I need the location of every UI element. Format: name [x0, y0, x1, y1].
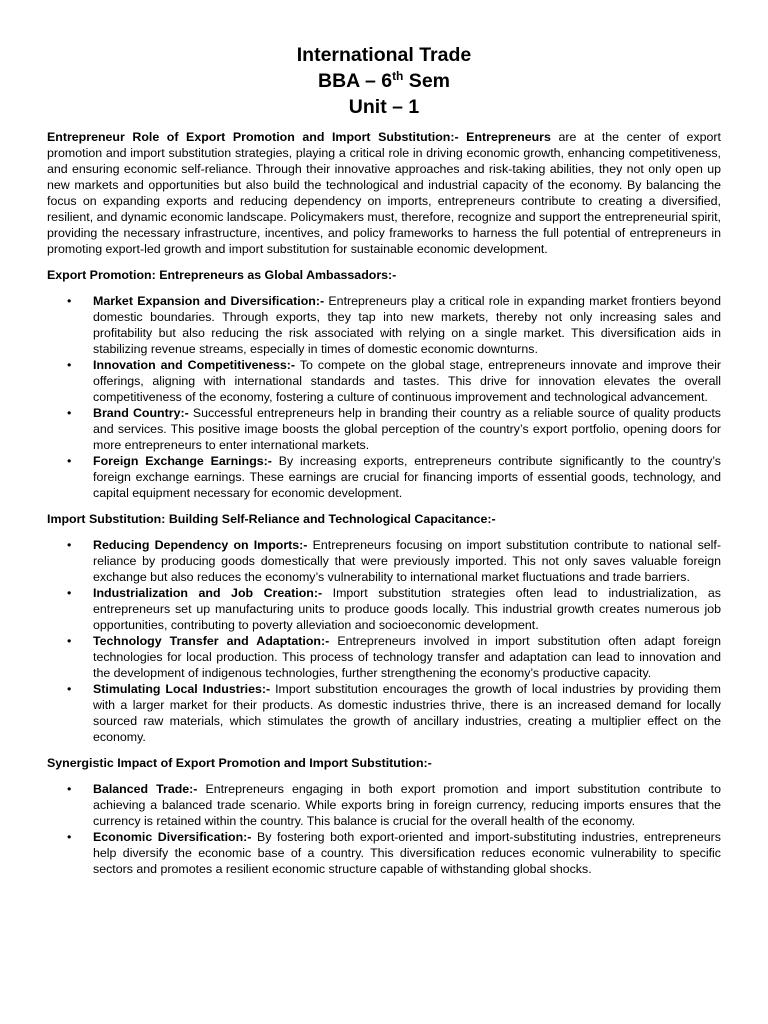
bullet-icon: •: [67, 682, 72, 696]
bullet-list: [47, 537, 721, 745]
item-text: By increasing exports, entrepreneurs contribute significantly to the country’s foreign exchange earnings. These earnings are crucial for financing imports of essential goods, technology, and capital equipment necessary for economic development.: [93, 454, 721, 500]
item-term: Market Expansion and Diversification:-: [93, 294, 325, 308]
item-term: Foreign Exchange Earnings:-: [93, 454, 272, 468]
document-title: [47, 42, 721, 120]
title-unit: Unit – 1: [348, 96, 420, 118]
item-text: Import substitution encourages the growth of local industries by providing them with a larger market for their products. As domestic industries thrive, there is an increased demand for locally sourced raw materials, which stimulates the growth of ancillary industries, creating a multiplier effect on the economy.: [93, 682, 722, 744]
intro-text: are at the center of export promotion and import substitution strategies, playing a critical role in driving economic growth, enhancing competitiveness, and ensuring economic self-reliance. Through their innovative approaches and risk-taking abilities, they not only open up new markets and opportunities but also build the technological and industrial capacity of the economy. By balancing the focus on expanding exports and reducing dependency on imports, entrepreneurs contribute to creating a diversified, resilient, and dynamic economic landscape. Policymakers must, therefore, recognize and support the entrepreneurial spirit, providing the necessary infrastructure, incentives, and policy frameworks to harness the full potential of entrepreneurs in promoting export-led growth and import substitution for sustainable economic development.: [47, 130, 721, 256]
item-text: By fostering both export-oriented and import-substituting industries, entrepreneurs help diversify the economic base of a country. This diversification reduces economic vulnerability to specific sectors and promotes a resilient economic structure capable of withstanding global shocks.: [93, 830, 721, 876]
bullet-list: [47, 293, 721, 501]
bullet-icon: •: [67, 406, 72, 420]
item-term: Reducing Dependency on Imports:-: [93, 538, 308, 552]
list-item: [47, 781, 721, 829]
item-term: Technology Transfer and Adaptation:-: [93, 634, 330, 648]
list-item: [47, 681, 721, 745]
item-text: Entrepreneurs engaging in both export promotion and import substitution contribute to achieving a balanced trade scenario. While exports bring in foreign currency, reducing imports ensures that the currency is retained within the country. This balance is crucial for the overall health of the economy.: [93, 782, 721, 828]
item-text: Entrepreneurs play a critical role in expanding market frontiers beyond domestic boundaries. Through exports, they tap into new markets, thereby not only increasing sales and profitability but also reducing the risk associated with relying on a single market. This diversification aids in stabilizing revenue streams, especially in times of domestic economic downturns.: [93, 294, 721, 356]
item-text: Import substitution strategies often lead to industrialization, as entrepreneurs set up manufacturing units to produce goods locally. This industrial growth creates numerous job opportunities, contributing to poverty alleviation and socioeconomic development.: [93, 586, 721, 632]
sections-container: [47, 267, 721, 877]
item-term: Brand Country:-: [93, 406, 189, 420]
bullet-list: [47, 781, 721, 877]
bullet-icon: •: [67, 454, 72, 468]
item-term: Economic Diversification:-: [93, 830, 252, 844]
item-term: Balanced Trade:-: [93, 782, 198, 796]
intro-paragraph: [47, 129, 721, 257]
item-term: Innovation and Competitiveness:-: [93, 358, 296, 372]
item-term: Stimulating Local Industries:-: [93, 682, 271, 696]
document-page: [47, 42, 721, 887]
title-course: International Trade: [296, 44, 472, 66]
section-heading: Export Promotion: Entrepreneurs as Global Ambassadors:-: [47, 268, 397, 282]
bullet-icon: •: [67, 634, 72, 648]
bullet-icon: •: [67, 782, 72, 796]
item-text: Entrepreneurs focusing on import substitution contribute to national self-reliance by producing goods domestically that were previously imported. This not only saves valuable foreign exchange but also reduces the economy’s vulnerability to international market fluctuations and trade barriers.: [93, 538, 721, 584]
list-item: [47, 537, 721, 585]
list-item: [47, 633, 721, 681]
bullet-icon: •: [67, 538, 72, 552]
list-item: [47, 357, 721, 405]
list-item: [47, 293, 721, 357]
bullet-icon: •: [67, 358, 72, 372]
intro-lead: Entrepreneur Role of Export Promotion and Import Substitution:- Entrepreneurs: [47, 130, 551, 144]
list-item: [47, 829, 721, 877]
item-text: Entrepreneurs involved in import substitution often adapt foreign technologies for local production. This process of technology transfer and adaptation can lead to innovation and the development of indigenous technologies, further strengthening the economy’s productive capacity.: [93, 634, 722, 680]
item-text: Successful entrepreneurs help in branding their country as a reliable source of quality products and services. This positive image boosts the global perception of the country’s export portfolio, opening doors for more entrepreneurs to enter international markets.: [93, 406, 721, 452]
item-text: To compete on the global stage, entrepreneurs innovate and improve their offerings, aligning with international standards and tastes. This drive for innovation elevates the overall competitiveness of the economy, fostering a culture of continuous improvement and technological advancement.: [93, 358, 721, 404]
bullet-icon: •: [67, 294, 72, 308]
list-item: [47, 585, 721, 633]
bullet-icon: •: [67, 586, 72, 600]
section-heading: Synergistic Impact of Export Promotion and Import Substitution:-: [47, 756, 432, 770]
bullet-icon: •: [67, 830, 72, 844]
list-item: [47, 405, 721, 453]
item-term: Industrialization and Job Creation:-: [93, 586, 323, 600]
list-item: [47, 453, 721, 501]
section-heading: Import Substitution: Building Self-Reliance and Technological Capacitance:-: [47, 512, 496, 526]
title-program: BBA – 6th Sem: [318, 69, 450, 92]
